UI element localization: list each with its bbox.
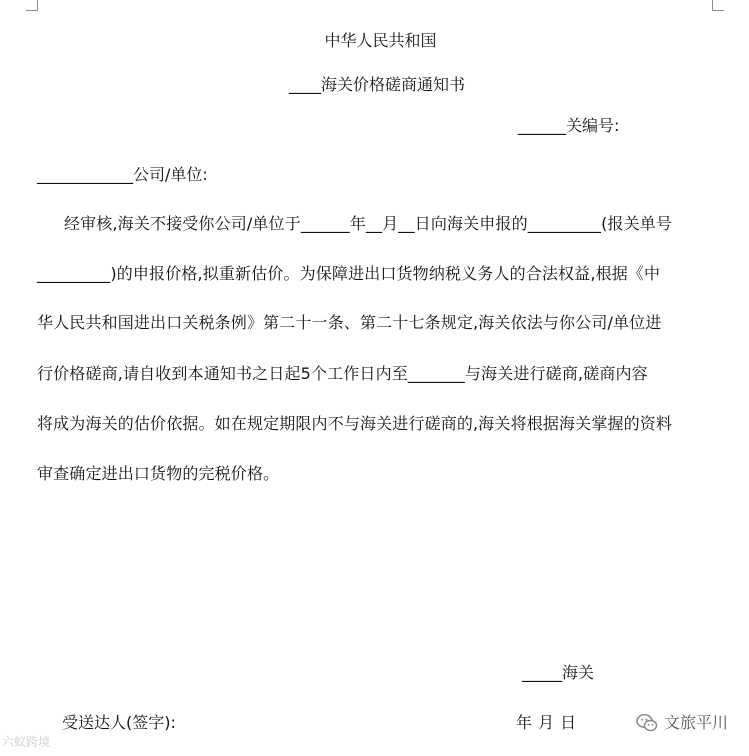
crop-mark <box>712 10 724 11</box>
crop-mark <box>26 10 38 11</box>
body-paragraph-line: 行价格磋商,请自收到本通知书之日起5个工作日内至_______与海关进行磋商,磋商内容 <box>37 364 648 383</box>
document-subtitle: ____海关价格磋商通知书 <box>289 75 466 94</box>
watermark-left-text: 六蚁跨境 <box>2 735 51 749</box>
document-title: 中华人民共和国 <box>324 31 437 50</box>
body-paragraph-line: 经审核,海关不接受你公司/单位于______年__月__日向海关申报的_________(报关单号 <box>64 214 673 233</box>
customs-signature-line: _____海关 <box>522 663 595 682</box>
body-paragraph-line: 审查确定进出口货物的完税价格。 <box>37 464 280 483</box>
watermark-right <box>636 713 728 733</box>
addressee-line: ____________公司/单位: <box>37 165 208 184</box>
crop-mark <box>712 0 713 10</box>
body-paragraph-line: 将成为海关的估价依据。如在规定期限内不与海关进行磋商的,海关将根据海关掌握的资料 <box>37 414 673 433</box>
body-paragraph-line: _________)的申报价格,拟重新估价。为保障进出口货物纳税义务人的合法权益,根据《中 <box>37 264 661 283</box>
crop-mark <box>37 0 38 10</box>
receiver-signature-label: 受送达人(签字): <box>62 713 176 732</box>
wechat-icon <box>636 713 658 733</box>
document-number-field: ______关编号: <box>518 116 620 135</box>
watermark-left <box>2 734 50 750</box>
body-paragraph-line: 华人民共和国进出口关税条例》第二十一条、第二十七条规定,海关依法与你公司/单位进 <box>37 313 662 332</box>
watermark-right-text: 文旅平川 <box>664 713 729 732</box>
date-label: 年 月 日 <box>516 713 577 732</box>
